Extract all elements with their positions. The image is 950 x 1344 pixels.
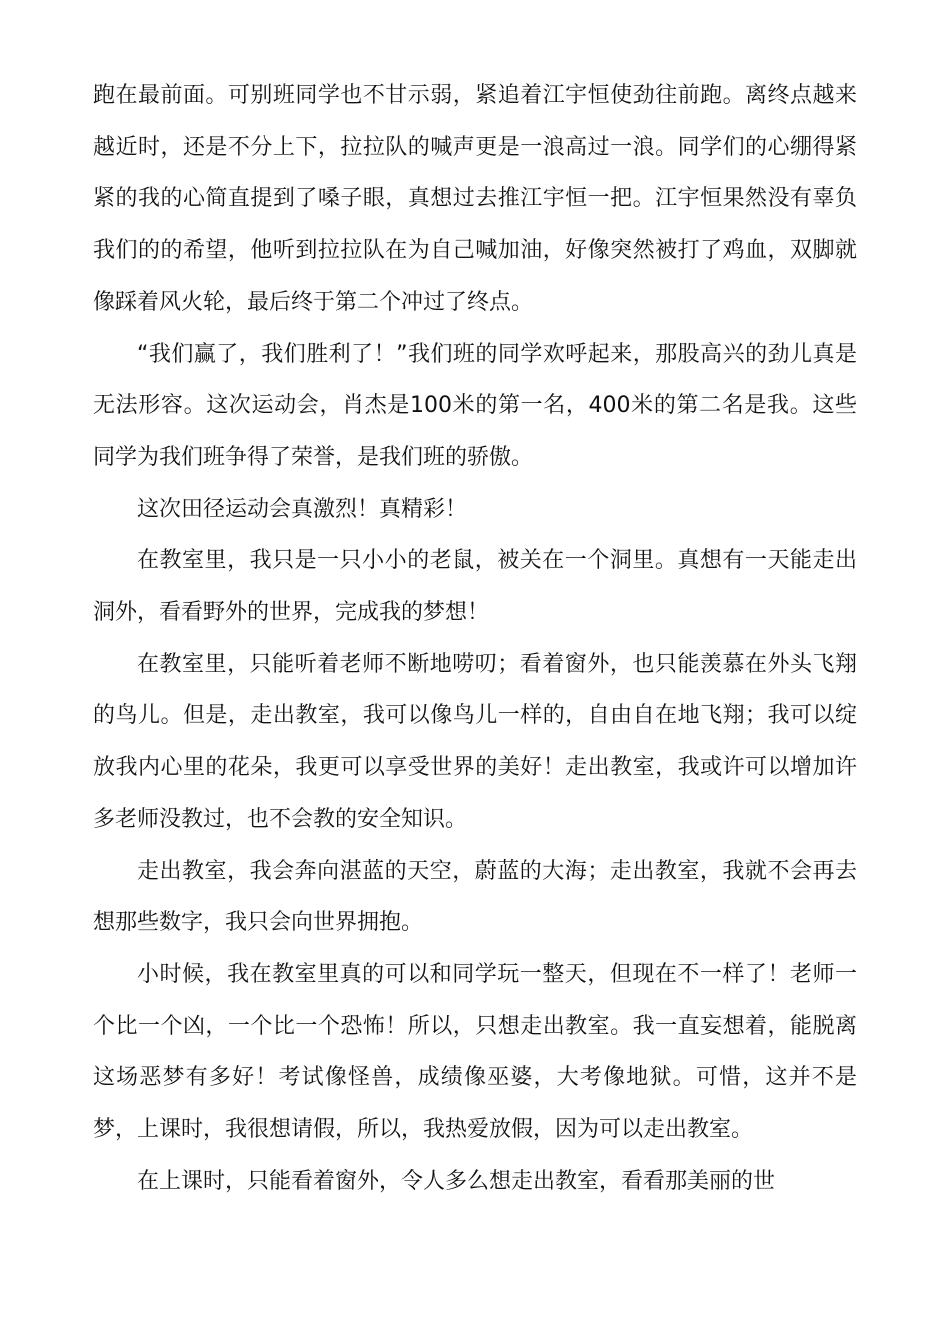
paragraph-race-finish: 跑在最前面。可别班同学也不甘示弱，紧追着江宇恒使劲往前跑。离终点越来越近时，还是不分上下，拉拉队的喊声更是一浪高过一浪。同学们的心绷得紧紧的我的心简直提到了嗓子眼，真想过去推江宇恒一把。江宇恒果然没有辜负我们的的希望，他听到拉拉队在为自己喊加油，好像突然被打了鸡血，双脚就像踩着风火轮，最后终于第二个冲过了终点。 [93, 83, 857, 315]
paragraph-victory-cheer: “我们赢了，我们胜利了！”我们班的同学欢呼起来，那股高兴的劲儿真是无法形容。这次运动会，肖杰是100米的第一名，400米的第二名是我。这些同学为我们班争得了荣誉，是我们班的骄傲。 [93, 341, 857, 470]
paragraph-leave-classroom: 走出教室，我会奔向湛蓝的天空，蔚蓝的大海；走出教室，我就不会再去想那些数字，我只会向世界拥抱。 [93, 858, 857, 936]
paragraph-childhood: 小时候，我在教室里真的可以和同学玩一整天，但现在不一样了！老师一个比一个凶，一个比一个恐怖！所以，只想走出教室。我一直妄想着，能脱离这场恶梦有多好！考试像怪兽，成绩像巫婆，大考像地狱。可惜，这并不是梦，上课时，我很想请假，所以，我热爱放假，因为可以走出教室。 [93, 961, 857, 1143]
paragraph-meet-summary: 这次田径运动会真激烈！真精彩！ [137, 496, 468, 522]
paragraph-classroom-mouse: 在教室里，我只是一只小小的老鼠，被关在一个洞里。真想有一天能走出洞外，看看野外的世界，完成我的梦想！ [93, 548, 857, 626]
document-page [93, 70, 857, 1207]
paragraph-classroom-bird: 在教室里，只能听着老师不断地唠叨；看着窗外，也只能羡慕在外头飞翔的鸟儿。但是，走出教室，我可以像鸟儿一样的，自由自在地飞翔；我可以绽放我内心里的花朵，我更可以享受世界的美好！走出教室，我或许可以增加许多老师没教过，也不会教的安全知识。 [93, 651, 857, 832]
paragraph-window-gaze: 在上课时，只能看着窗外，令人多么想走出教室，看看那美丽的世 [137, 1168, 776, 1194]
